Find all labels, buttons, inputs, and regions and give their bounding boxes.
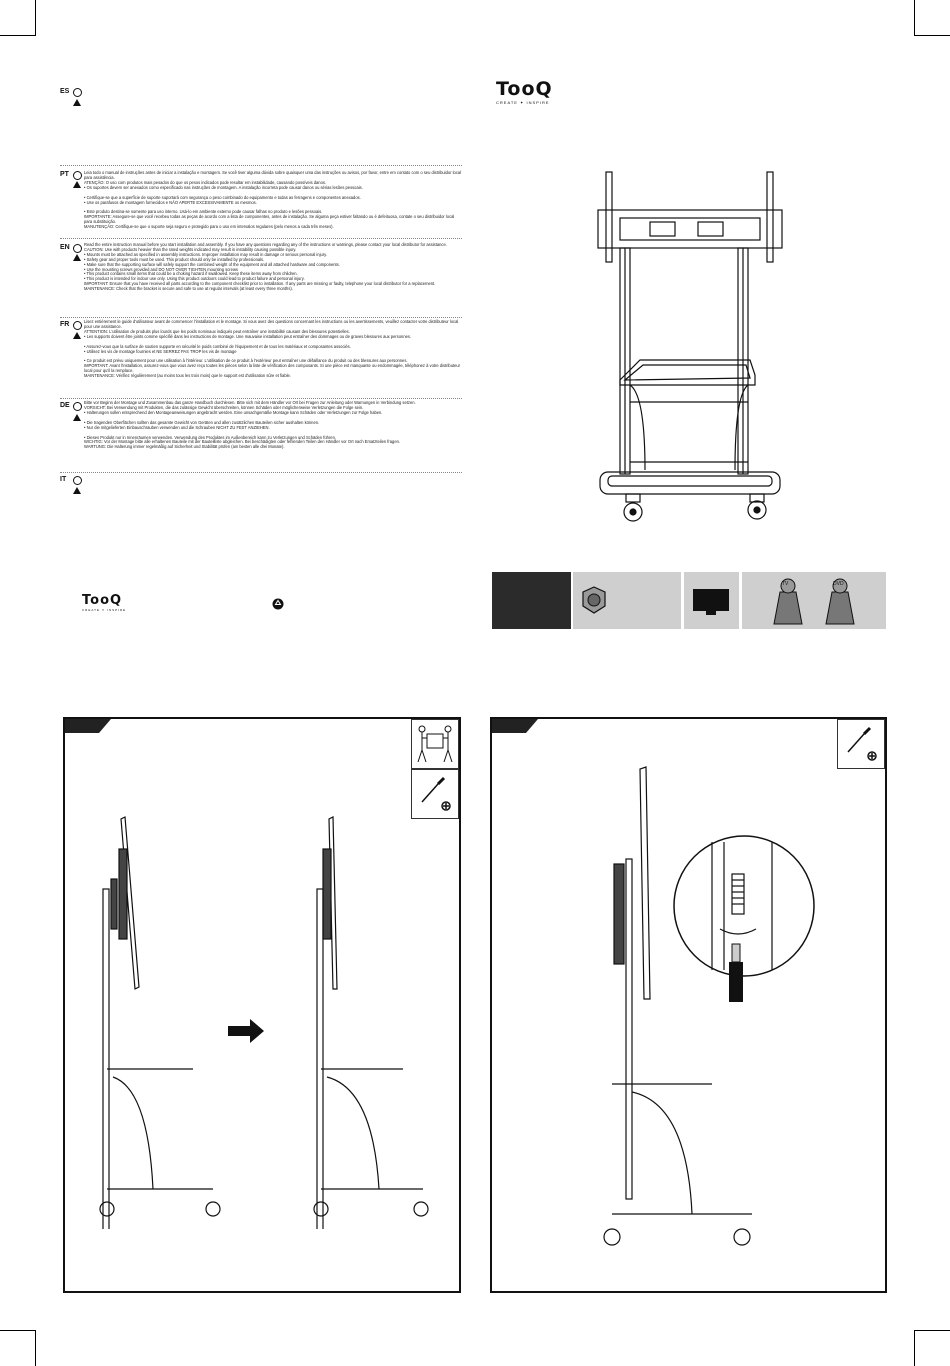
text-line: • Dieses Produkt nur in Innenräumen verwenden. Verwendung des Produktes im Außenbereich kann zu Verletzungen und Schäden führen. [84,434,336,440]
stand-after-illustration [293,809,433,1229]
brand-name: TooQ [496,78,553,100]
globe-icon [73,402,82,411]
vesa-shield-icon [581,586,607,614]
text-line: ATTENTION: L'utilisation de produits plus lourds que les poids nominaux indiqués peut entraîner une instabilité causant des blessures potentielles. [84,328,350,334]
section-divider [60,398,462,399]
instructions-text [84,320,462,379]
text-line: Read the entire instruction manual before you start installation and assembly. If you have any questions regarding any of the instructions or warnings, please contact your local distributor for assistance. [84,242,447,247]
text-line: IMPORTANTE: Assegure-se que você recebeu todas as peças de acordo com a lista de componentes, antes de instalação. Se alguma peça estiver faltando ou é defeituosa, contate o seu distribuidor local para substituição. [84,214,455,225]
step-panel-secure-screws [490,717,887,1293]
screen-size-panel [684,572,739,629]
text-line: • Certifique-se que a superfície de suporte suportará com segurança o peso combinado do equipamento e todas as ferragens e componentes anexados. [84,194,361,200]
brand-name: TooQ [82,593,123,608]
text-line: • Use os parafusos de montagem fornecidos e NÃO APERTE EXCESSIVAMENTE os mesmos. [84,199,257,205]
crop-mark [0,35,36,36]
text-line: • Make sure that the supporting surface will safely support the combined weight of the equipment and all attached hardware and components. [84,261,340,267]
two-person-lift-icon [411,719,459,769]
text-line: IMPORTANT: Avant l'installation, assurez-vous que vous avez reçu toutes les pièces selon la liste de vérification des composants. Si une pièce est manquante ou endommagée, téléphonez à votre distributeur local pour qu'il la remplace. [84,363,461,374]
globe-icon [73,321,82,330]
crop-mark [914,35,950,36]
text-line: • Safety gear and proper tools must be used. This product should only be installed by professionals. [84,256,265,262]
text-line: WARTUNG: Die Halterung immer regelmäßig auf Sicherheit und Stabilität prüfen (am besten alle drei Monate). [84,444,285,450]
phillips-screwdriver-icon [837,719,885,769]
text-line: MAINTENANCE: Check that the bracket is secure and safe to use at regular intervals (at least every three months). [84,286,293,292]
crop-mark [914,1330,950,1331]
language-code: PT [60,171,69,178]
text-line: Bitte vor Beginn der Montage und Zusammenbau das ganze Handbuch durchlesen. Bitte sich mit dem Händler vor Ort bei Fragen zur Anleitung oder Warnungen in Verbindung setzen. [84,400,416,405]
weight-capacity-panel [742,572,886,629]
text-line: • Nur die mitgelieferten Einbauschrauben verwenden und die Schrauben NICHT ZU FEST ANZIEHEN. [84,424,270,430]
globe-icon [73,476,82,485]
text-line: • Die tragenden Oberflächen sollten das gesamte Gewicht von Geräten und allen zusätzlichen Bauteilen sicher aushalten können. [84,419,320,425]
globe-icon [73,244,82,253]
instructions-text [84,401,462,450]
text-line: CAUTION: Use with products heavier than the rated weights indicated may result in instability causing possible injury. [84,246,297,252]
instructions-text [84,243,462,292]
text-line: • Utilisez les vis de montage fournies et NE SERREZ PAS TROP les vis de montage [84,348,237,354]
text-line: MAINTENANCE: Vérifiez régulièrement (au moins tous les trois mois) que le support est d'utilisation sûre et fiable. [84,373,291,379]
brand-tagline: CREATE ✦ INSPIRE [82,608,127,612]
crop-mark [0,1330,36,1331]
weight-tv-label: TV [782,581,789,587]
language-code: EN [60,244,70,251]
text-line: • Ce produit est prévu uniquement pour une utilisation à l'intérieur. L'utilisation de ce produit à l'extérieur peut entraîner une défaillance du produit ou des blessures aux personnes. [84,358,408,364]
tv-screen-icon [692,588,730,616]
vesa-spec-panel [573,572,681,629]
text-line: IMPORTANT: Ensure that you have received all parts according to the component checklist prior to installation. If any parts are missing or faulty, telephone your local distributor for a replacement. [84,281,436,287]
language-code: FR [60,321,70,328]
section-divider [60,165,462,166]
tv-stand-product-illustration [590,170,790,530]
text-line: • Este produto destina-se somente para uso interno. Usá-lo em ambiente externo pode causar falhas no produto e lesões pessoais. [84,209,323,215]
text-line: MANUTENÇÃO: Certifique-se que o suporte seja seguro e protegido para o uso em intervalos regulares (pelo menos a cada três meses). [84,224,334,230]
section-divider [60,472,462,473]
crop-mark [35,1330,36,1366]
arrow-right-icon [228,1019,266,1043]
language-code: IT [60,476,67,483]
text-line: VORSICHT: Bei Verwendung mit Produkten, die das zulässige Gewicht überschreiten, können Schäden oder möglicherweise Verletzungen die Folge sein. [84,404,364,410]
step-panel-mount-display [63,717,461,1293]
weight-dvd-label: DVD [833,581,844,587]
brand-tagline: CREATE ✦ INSPIRE [496,100,550,105]
brand-logo-small [82,593,126,612]
text-line: WICHTIG: Vor der Montage bitte alle erhaltenen Bauteile mit der Bauteilliste abgleichen. Bei beschädigten oder fehlenden Teilen den Händler vor Ort nach Ersatzteilen fragen. [84,439,401,445]
section-divider [60,238,462,239]
warning-triangle-icon [73,99,81,106]
crop-mark [914,1330,915,1366]
text-line: • This product contains small items that could be a choking hazard if swallowed. Keep these items away from children. [84,271,298,277]
text-line: • Assurez-vous que la surface de soutien supporte en sécurité le poids combiné de l'équipement et de tous les matériaux et composantes associés. [84,343,351,349]
warning-triangle-icon [73,487,81,494]
screw-detail-magnifier [672,834,822,1034]
text-line: ATENÇÃO: O uso com produtos mais pesados do que os pesos indicados pode resultar em instabilidade, causando possíveis danos. [84,179,327,185]
warning-triangle-icon [73,332,81,339]
text-line: • Mounts must be attached as specified in assembly instructions. Improper installation may result in damage or serious personal injury. [84,251,328,257]
globe-icon [73,171,82,180]
text-line: Lisez entièrement le guide d'utilisateur avant de commencer l'installation et le montage. Si vous avez des questions concernant les instructions ou les avertissements, veuillez contacter votre distributeur local pour une assistance. [84,319,459,329]
warning-triangle-icon [73,414,81,421]
text-line: • Halterungen sollen entsprechend den Montageanweisungen angebracht werden. Eine unsachgemäße Montage kann Schäden oder Verletzungen zur Folge haben. [84,409,383,415]
warning-triangle-icon [73,181,81,188]
crop-mark [914,0,915,36]
section-divider [60,317,462,318]
crop-mark [35,0,36,36]
recycle-icon [272,598,284,610]
instructions-text [84,171,462,230]
text-line: Leia todo o manual de instruções antes de iniciar a instalação e montagem. Se você tiver alguma dúvida sobre quaisquer uma das instruções ou avisos, por favor, entre em contato com o seu distribuidor local para assistência. [84,170,462,180]
spec-label-panel [492,572,571,629]
brand-logo [496,80,553,105]
text-line: • This product is intended for indoor use only. Using this product outdoors could lead to product failure and personal injury. [84,276,305,282]
step-number-tab [492,719,526,733]
language-code: ES [60,88,70,95]
language-code: DE [60,402,70,409]
globe-icon [73,88,82,97]
text-line: • Les supports doivent être joints comme spécifié dans les instructions de montage. Une mauvaise installation peut entraîner des dommages ou de graves blessures aux personnes. [84,333,412,339]
step-number-tab [65,719,99,733]
stand-before-illustration [93,809,233,1229]
text-line: • Os suportes devem ser anexados como especificado nas instruções de montagem. A instalação incorreta pode causar danos ou sérias lesões pessoais. [84,184,363,190]
text-line: • Use the mounting screws provided and DO NOT OVER TIGHTEN mounting screws [84,266,238,272]
warning-triangle-icon [73,254,81,261]
